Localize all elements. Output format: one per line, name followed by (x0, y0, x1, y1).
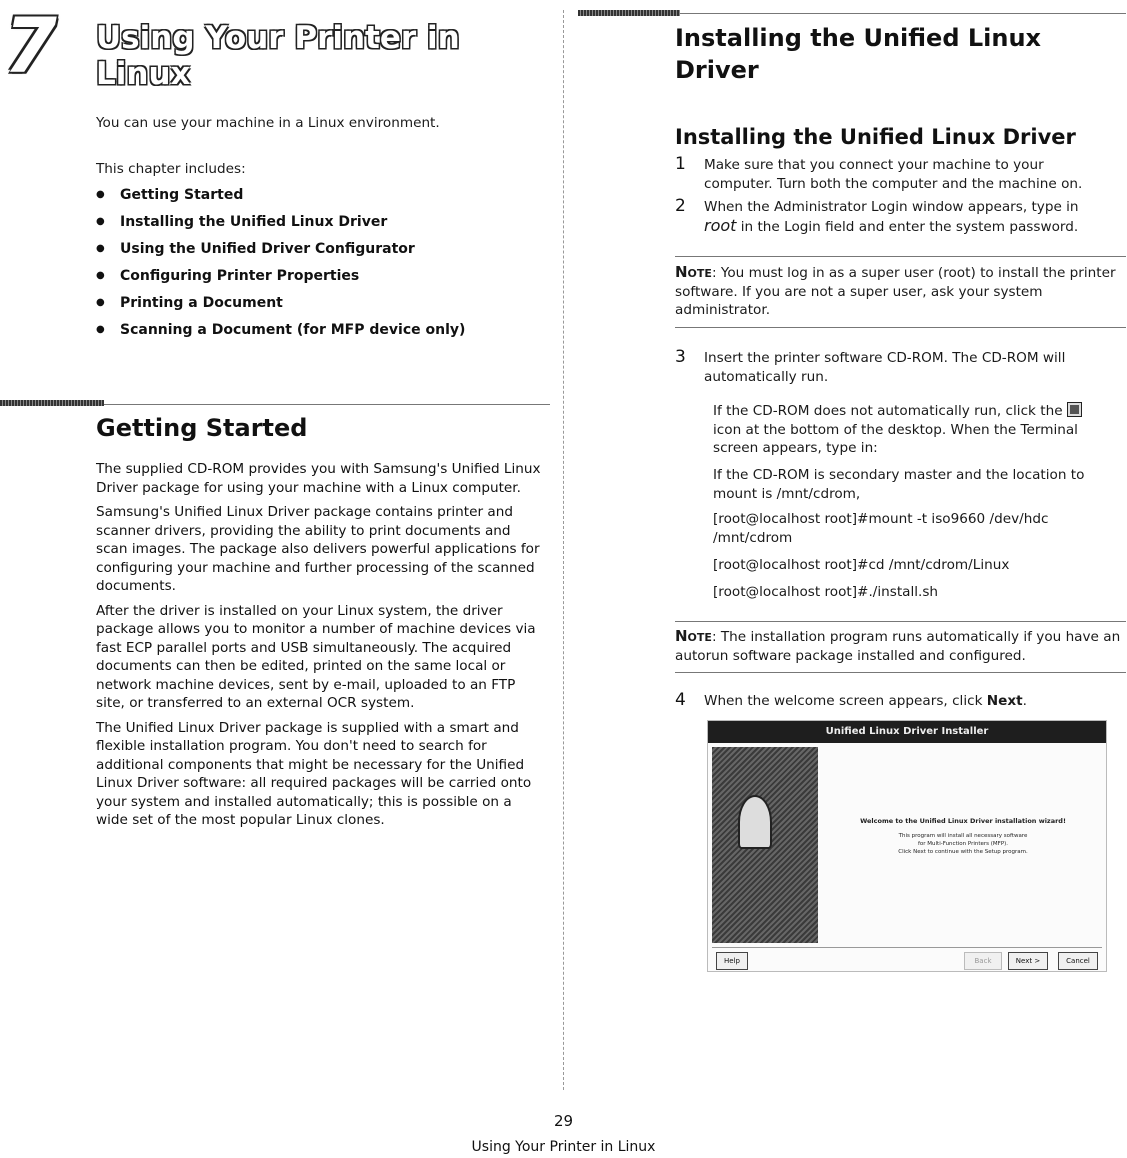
note-1-text: : You must log in as a super user (root) to install the printer software. If you are not a super user, ask your system administrator. (675, 265, 1116, 318)
toc-item-getting-started[interactable]: ● Getting Started (96, 185, 536, 212)
command-install: [root@localhost root]#./install.sh (713, 584, 939, 600)
chapter-number: 7 (4, 1, 57, 90)
note-2 (675, 627, 1125, 665)
note-1-label: Note (675, 263, 712, 281)
section-rule-dark (0, 400, 104, 406)
step-4-post: . (1022, 693, 1027, 709)
section-rule-right (680, 13, 1126, 14)
chapter-title: Using Your Printer in Linux (96, 20, 460, 92)
step-2-pre: When the Administrator Login window appears, type in (704, 199, 1079, 215)
gs-paragraph-1: The supplied CD-ROM provides you with Samsung's Unified Linux Driver package for using your machine with a Linux computer. (96, 461, 541, 496)
installer-screenshot (707, 720, 1107, 972)
getting-started-body (96, 460, 546, 836)
installing-subheading: Installing the Unified Linux Driver (675, 125, 1076, 149)
step-3-sub-1 (713, 402, 1113, 458)
section-rule (104, 404, 550, 405)
installer-line-2: for Multi-Function Printers (MFP). (917, 841, 1009, 847)
gs-paragraph-3: After the driver is installed on your Linux system, the driver package allows you to monitor a number of machine devices via fast ECP parallel ports and USB simultaneously. The acquired documents can then be edited, printed on the same local or network machine devices, sent by e-mail, uploaded to an FTP site, or transferred to an external OCR system. (96, 602, 536, 711)
page-number: 29 (553, 1112, 574, 1130)
back-button[interactable]: Back (964, 952, 1002, 970)
toc-item-printer-properties[interactable]: ● Configuring Printer Properties (96, 266, 536, 293)
step-1-number: 1 (675, 154, 686, 174)
terminal-icon[interactable] (1067, 402, 1082, 417)
note-2-bottom-rule (675, 672, 1126, 673)
installer-line-1: This program will install all necessary software (898, 833, 1028, 839)
command-cd: [root@localhost root]#cd /mnt/cdrom/Linux (713, 557, 1010, 573)
getting-started-heading: Getting Started (96, 414, 308, 442)
step-3-sub-2: If the CD-ROM is secondary master and the location to mount is /mnt/cdrom, (713, 467, 1085, 502)
step-1-text: Make sure that you connect your machine to your computer. Turn both the computer and the machine on. (704, 157, 1083, 192)
toc-item-installing[interactable]: ● Installing the Unified Linux Driver (96, 212, 536, 239)
section-rule-dark-right (578, 10, 680, 16)
step-3-text: Insert the printer software CD-ROM. The CD-ROM will automatically run. (704, 350, 1066, 385)
note-1-bottom-rule (675, 327, 1126, 328)
step-2-root: root (704, 215, 737, 235)
chapter-toc (96, 185, 536, 347)
step-2-number: 2 (675, 196, 686, 216)
note-2-label: Note (675, 627, 712, 645)
note-1-top-rule (675, 256, 1126, 257)
installer-welcome: Welcome to the Unified Linux Driver installation wizard! (860, 817, 1066, 825)
step-3-sub-1-post: icon at the bottom of the desktop. When the Terminal screen appears, type in: (713, 421, 1078, 456)
step-4-number: 4 (675, 690, 686, 710)
installer-welcome-text (838, 817, 1088, 856)
step-4-next: Next (986, 693, 1023, 709)
step-2-post: in the Login field and enter the system password. (740, 218, 1079, 235)
toc-item-printing[interactable]: ● Printing a Document (96, 293, 536, 320)
installer-button-divider (712, 947, 1102, 948)
step-4-text (704, 692, 1114, 711)
page-footer: Using Your Printer in Linux (471, 1139, 656, 1155)
installing-heading: Installing the Unified Linux Driver (675, 24, 1042, 84)
installer-title-bar: Unified Linux Driver Installer (708, 721, 1106, 743)
note-2-top-rule (675, 621, 1126, 622)
note-2-text: : The installation program runs automatically if you have an autorun software package installed and configured. (675, 629, 1121, 664)
column-divider (563, 10, 564, 1090)
gs-paragraph-4: The Unified Linux Driver package is supplied with a smart and flexible installation program. You don't need to search for additional components that might be necessary for the Unified Linux Driver software: all required packages will be carried onto your system and installed automatically; this is possible on a wide set of the most popular Linux clones. (96, 719, 532, 828)
command-mount: [root@localhost root]#mount -t iso9660 /dev/hdc /mnt/cdrom (713, 511, 1049, 546)
next-button[interactable]: Next > (1008, 952, 1048, 970)
help-button[interactable]: Help (716, 952, 748, 970)
gs-paragraph-2: Samsung's Unified Linux Driver package contains printer and scanner drivers, providing the ability to print documents and scan images. The package also delivers powerful applications for configuring your machine and further processing of the scanned documents. (96, 504, 540, 594)
step-3-sub-1-pre: If the CD-ROM does not automatically run, click the (713, 403, 1063, 419)
step-2-text (704, 198, 1114, 236)
chapter-includes-label: This chapter includes: (96, 161, 246, 177)
toc-item-scanning[interactable]: ● Scanning a Document (for MFP device only) (96, 320, 536, 347)
installer-side-image (712, 747, 818, 943)
step-3-number: 3 (675, 347, 686, 367)
toc-item-configurator[interactable]: ● Using the Unified Driver Configurator (96, 239, 536, 266)
step-4-pre: When the welcome screen appears, click (704, 693, 983, 709)
cancel-button[interactable]: Cancel (1058, 952, 1098, 970)
chapter-intro: You can use your machine in a Linux environment. (96, 115, 440, 131)
mascot-figure-icon (738, 795, 772, 849)
note-1 (675, 263, 1125, 320)
installer-line-3: Click Next to continue with the Setup program. (898, 849, 1028, 855)
